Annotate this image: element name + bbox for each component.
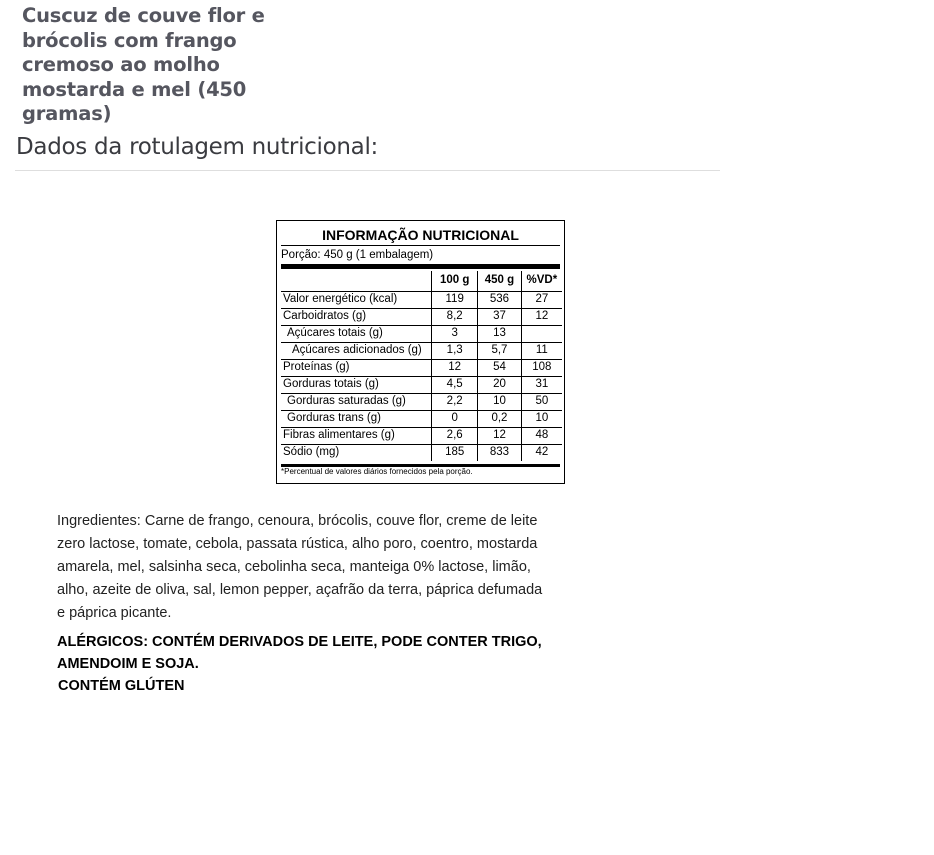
value-per-100g: 0 [432, 411, 478, 428]
value-per-100g: 119 [432, 292, 478, 309]
value-per-100g: 3 [432, 326, 478, 343]
nutrient-name: Valor energético (kcal) [281, 292, 432, 309]
nutrition-section-heading: Dados da rotulagem nutricional: [16, 134, 378, 160]
value-per-450g: 833 [478, 445, 521, 462]
value-daily-percent: 10 [521, 411, 562, 428]
table-row [281, 394, 562, 411]
value-daily-percent: 11 [521, 343, 562, 360]
section-divider [15, 170, 720, 171]
nutrient-name: Fibras alimentares (g) [281, 428, 432, 445]
nutrient-name: Açúcares totais (g) [281, 326, 432, 343]
nutrient-name: Sódio (mg) [283, 446, 340, 459]
header-blank [281, 271, 432, 292]
nutrition-portion: Porção: 450 g (1 embalagem) [281, 249, 434, 261]
value-per-100g: 1,3 [432, 343, 478, 360]
value-per-100g: 2,2 [432, 394, 478, 411]
value-daily-percent: 27 [521, 292, 562, 309]
value-daily-percent: 48 [521, 428, 562, 445]
nutrient-name: Gorduras saturadas (g) [281, 394, 432, 411]
value-per-100g: 8,2 [432, 309, 478, 326]
value-per-450g: 5,7 [478, 343, 521, 360]
nutrition-header-row [281, 271, 562, 292]
allergens-warning: ALÉRGICOS: CONTÉM DERIVADOS DE LEITE, PODE CONTER TRIGO, AMENDOIM E SOJA. [57, 634, 542, 672]
value-per-450g: 13 [478, 326, 521, 343]
ingredients-text: Ingredientes: Carne de frango, cenoura, brócolis, couve flor, creme de leite zero lactose, tomate, cebola, passata rústica, alho poro, coentro, mostarda amarela, mel, salsinha seca, cebolinha seca, manteiga 0% lactose, limão, alho, azeite de oliva, sal, lemon pepper, açafrão da terra, páprica defumada e páprica picante. [57, 513, 543, 621]
value-per-450g: 10 [478, 394, 521, 411]
value-per-100g: 12 [432, 360, 478, 377]
table-row [281, 309, 562, 326]
value-per-450g: 536 [478, 292, 521, 309]
header-per-450g: 450 g [478, 271, 521, 292]
gluten-warning: CONTÉM GLÚTEN [58, 678, 185, 694]
product-title: Cuscuz de couve flor e brócolis com frango cremoso ao molho mostarda e mel (450 gramas) [22, 4, 265, 126]
table-row [281, 428, 562, 445]
nutrition-thick-divider [281, 264, 560, 269]
value-daily-percent: 50 [521, 394, 562, 411]
nutrient-name: Gorduras trans (g) [281, 411, 432, 428]
nutrient-name: Proteínas (g) [281, 360, 432, 377]
table-row [281, 445, 562, 462]
nutrition-facts-label [276, 220, 565, 484]
value-daily-percent [521, 326, 562, 343]
value-per-100g: 185 [432, 445, 478, 462]
value-per-450g: 54 [478, 360, 521, 377]
nutrition-table [281, 271, 562, 461]
value-per-450g: 37 [478, 309, 521, 326]
table-row [281, 343, 562, 360]
nutrient-name: Açúcares adicionados (g) [281, 343, 432, 360]
nutrition-footnote: *Percentual de valores diários fornecidos pela porção. [281, 467, 473, 476]
nutrient-name: Carboidratos (g) [281, 309, 432, 326]
table-row [281, 360, 562, 377]
value-per-450g: 0,2 [478, 411, 521, 428]
value-daily-percent: 31 [521, 377, 562, 394]
table-row [281, 377, 562, 394]
value-daily-percent: 108 [521, 360, 562, 377]
table-row [281, 292, 562, 309]
value-per-100g: 4,5 [432, 377, 478, 394]
header-per-100g: 100 g [432, 271, 478, 292]
value-per-450g: 12 [478, 428, 521, 445]
header-daily-value: %VD* [521, 271, 562, 292]
table-row [281, 326, 562, 343]
value-daily-percent: 12 [521, 309, 562, 326]
value-daily-percent: 42 [521, 445, 562, 462]
value-per-450g: 20 [478, 377, 521, 394]
value-per-100g: 2,6 [432, 428, 478, 445]
nutrition-label-title: INFORMAÇÃO NUTRICIONAL [281, 225, 560, 246]
table-row [281, 411, 562, 428]
nutrient-name: Gorduras totais (g) [281, 377, 432, 394]
